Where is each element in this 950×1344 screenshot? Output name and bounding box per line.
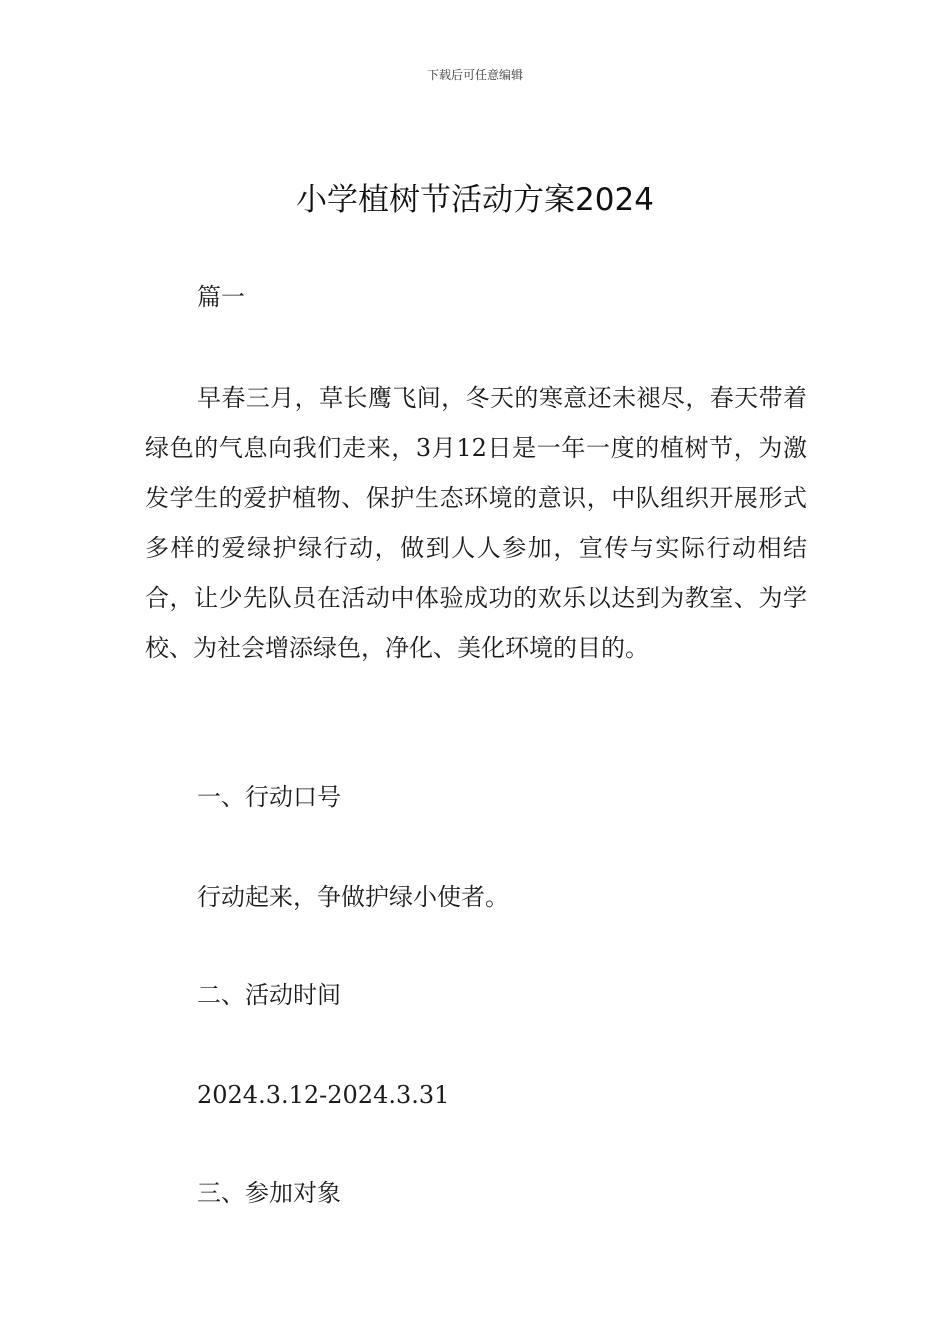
page-header-note: 下载后可任意编辑 bbox=[426, 68, 523, 82]
heading-participants: 三、参加对象 bbox=[197, 1179, 341, 1207]
intro-paragraph: 早春三月，草长鹰飞间，冬天的寒意还未褪尽，春天带着绿色的气息向我们走来，3月12日是一年一度的植树节，为激发学生的爱护植物、保护生态环境的意识，中队组织开展形式多样的爱绿护绿行动，做到人人参加，宣传与实际行动相结合，让少先队员在活动中体验成功的欢乐以达到为教室、为学校、为社会增添绿色，净化、美化环境的目的。 bbox=[145, 384, 807, 662]
section-label: 篇一 bbox=[197, 283, 245, 311]
activity-time-text: 2024.3.12-2024.3.31 bbox=[197, 1081, 450, 1109]
document-title: 小学植树节活动方案2024 bbox=[296, 182, 654, 218]
heading-activity-time: 二、活动时间 bbox=[197, 981, 341, 1009]
heading-slogan: 一、行动口号 bbox=[197, 783, 341, 811]
slogan-text: 行动起来，争做护绿小使者。 bbox=[197, 883, 509, 911]
